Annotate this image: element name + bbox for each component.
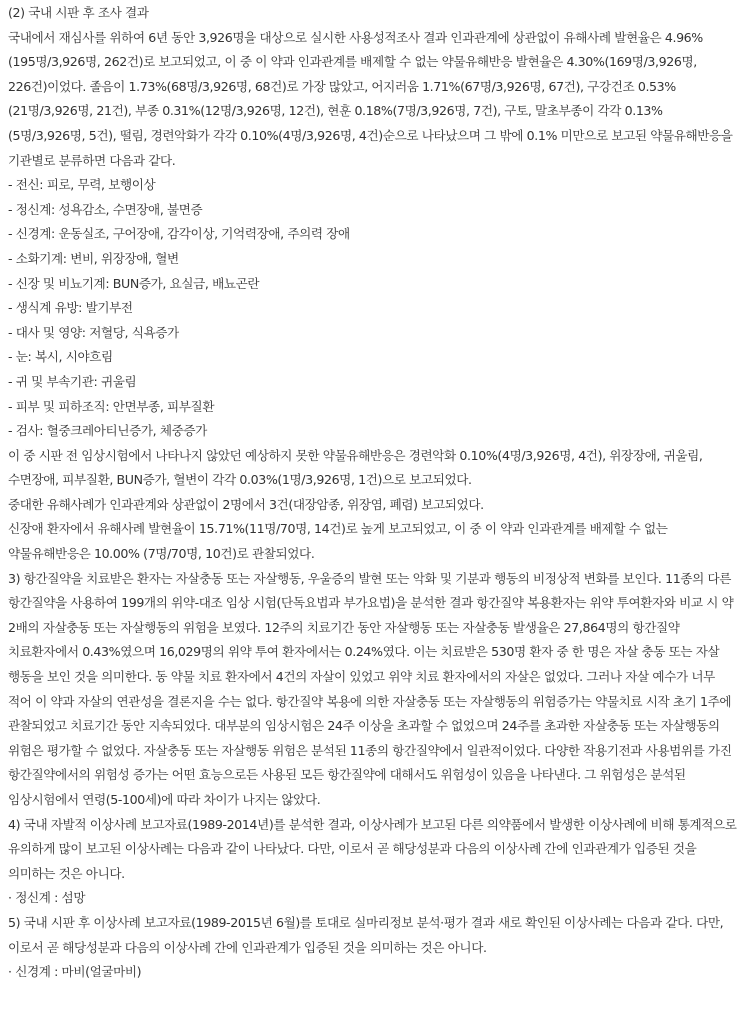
numbered-paragraph: 5) 국내 시판 후 이상사례 보고자료(1989-2015년 6월)를 토대로 실마리정보 분석·평가 결과 새로 확인된 이상사례는 다음과 같다. 다만, 이로서 곧 해당성분과 다음의 이상사례 간에 인과관계가 입증된 것을 의미하는 것은 아니다. — [8, 914, 724, 955]
list-item: - 귀 및 부속기관: 귀울림 — [8, 373, 137, 389]
list-item: - 생식계 유방: 발기부전 — [8, 300, 133, 316]
list-item: - 검사: 혈중크레아티닌증가, 체중증가 — [8, 423, 207, 439]
list-item: - 정신계: 성욕감소, 수면장애, 불면증 — [8, 201, 203, 217]
section-heading: (2) 국내 시판 후 조사 결과 — [8, 5, 149, 20]
list-item: - 피부 및 피하조직: 안면부종, 피부질환 — [8, 398, 215, 414]
list-item: - 눈: 복시, 시야흐림 — [8, 349, 113, 365]
list-item: - 소화기계: 변비, 위장장애, 혈변 — [8, 250, 179, 266]
bullet-item: · 신경계 : 마비(얼굴마비) — [8, 964, 142, 980]
body-paragraph: 신장애 환자에서 유해사례 발현율이 15.71%(11명/70명, 14건)로 높게 보고되었고, 이 중 이 약과 인과관계를 배제할 수 없는 약물유해반응은 10.00% (7명/70명, 10건)로 관찰되었다. — [8, 521, 668, 562]
numbered-paragraph: 3) 항간질약을 치료받은 환자는 자살충동 또는 자살행동, 우울증의 발현 또는 악화 및 기분과 행동의 비정상적 변화를 보인다. 11종의 다른 항간질약을 사용하여 199개의 위약-대조 임상 시험(단독요법과 부가요법)을 분석한 결과 항간질약 복용환자는 위약 투여환자와 비교 시 약 2배의 자살충동 또는 자살행동의 위험을 보였다. 12주의 치료기간 동안 자살행동 또는 자살충동 발생율은 27,864명의 항간질약 치료환자에서 0.43%였으며 16,029명의 위약 투여 환자에서는 0.24%였다. 이는 치료받은 530명 환자 중 한 명은 자살 충동 또는 자살 행동을 보인 것을 의미한다. 동 약물 치료 환자에서 4건의 자살이 있었고 위약 치료 환자에서의 자살은 없었다. 그러나 자살 예수가 너무 적어 이 약과 자살의 연관성을 결론지을 수는 없다. 항간질약 복용에 의한 자살충동 또는 자살행동의 위험증가는 약물치료 시작 초기 1주에 관찰되었고 치료기간 동안 지속되었다. 대부분의 임상시험은 24주 이상을 초과할 수 없었으며 24주를 초과한 자살충동 또는 자살행동의 위험은 평가할 수 없었다. 자살충동 또는 자살행동 위험은 분석된 11종의 항간질약에서 일관적이었다. 다양한 작용기전과 사용범위를 가진 항간질약에서의 위험성 증가는 어떤 효능으로든 사용된 모든 항간질약에 대해서도 위험성이 있음을 나타낸다. 그 위험성은 분석된 임상시험에서 연령(5-100세)에 따라 차이가 나지는 않았다. — [8, 570, 734, 807]
body-paragraph: 중대한 유해사례가 인과관계와 상관없이 2명에서 3건(대장암종, 위장염, 폐렴) 보고되었다. — [8, 496, 484, 512]
list-item: - 신장 및 비뇨기계: BUN증가, 요실금, 배뇨곤란 — [8, 275, 260, 291]
body-paragraph: 국내에서 재심사를 위하여 6년 동안 3,926명을 대상으로 실시한 사용성적조사 결과 인과관계에 상관없이 유해사례 발현율은 4.96%(195명/3,926명, 262건)로 보고되었고, 이 중 이 약과 인과관계를 배제할 수 없는 약물유해반응 발현율은 4.30%(169명/3,926명, 226건)이었다. 졸음이 1.73%(68명/3,926명, 68건)로 가장 많았고, 어지러움 1.71%(67명/3,926명, 67건), 구강건조 0.53%(21명/3,926명, 21건), 부종 0.31%(12명/3,926명, 12건), 현훈 0.18%(7명/3,926명, 7건), 구토, 말초부종이 각각 0.13%(5명/3,926명, 5건), 떨림, 경련악화가 각각 0.10%(4명/3,926명, 4건)순으로 나타났으며 그 밖에 0.1% 미만으로 보고된 약물유해반응을 기관별로 분류하면 다음과 같다. — [8, 29, 733, 168]
list-item: - 대사 및 영양: 저혈당, 식욕증가 — [8, 324, 179, 340]
list-item: - 전신: 피로, 무력, 보행이상 — [8, 177, 156, 193]
body-paragraph: 이 중 시판 전 임상시험에서 나타나지 않았던 예상하지 못한 약물유해반응은 경련악화 0.10%(4명/3,926명, 4건), 위장장애, 귀울림, 수면장애, 피부질환, BUN증가, 혈변이 각각 0.03%(1명/3,926명, 1건)으로 보고되었다. — [8, 447, 703, 488]
numbered-paragraph: 4) 국내 자발적 이상사례 보고자료(1989-2014년)를 분석한 결과, 이상사례가 보고된 다른 의약품에서 발생한 이상사례에 비해 통계적으로 유의하게 많이 보고된 이상사례는 다음과 같이 나타났다. 다만, 이로서 곧 해당성분과 다음의 이상사례 간에 인과관계가 입증된 것을 의미하는 것은 아니다. — [8, 816, 737, 881]
bullet-item: · 정신계 : 섬망 — [8, 890, 86, 906]
list-item: - 신경계: 운동실조, 구어장애, 감각이상, 기억력장애, 주의력 장애 — [8, 226, 350, 242]
